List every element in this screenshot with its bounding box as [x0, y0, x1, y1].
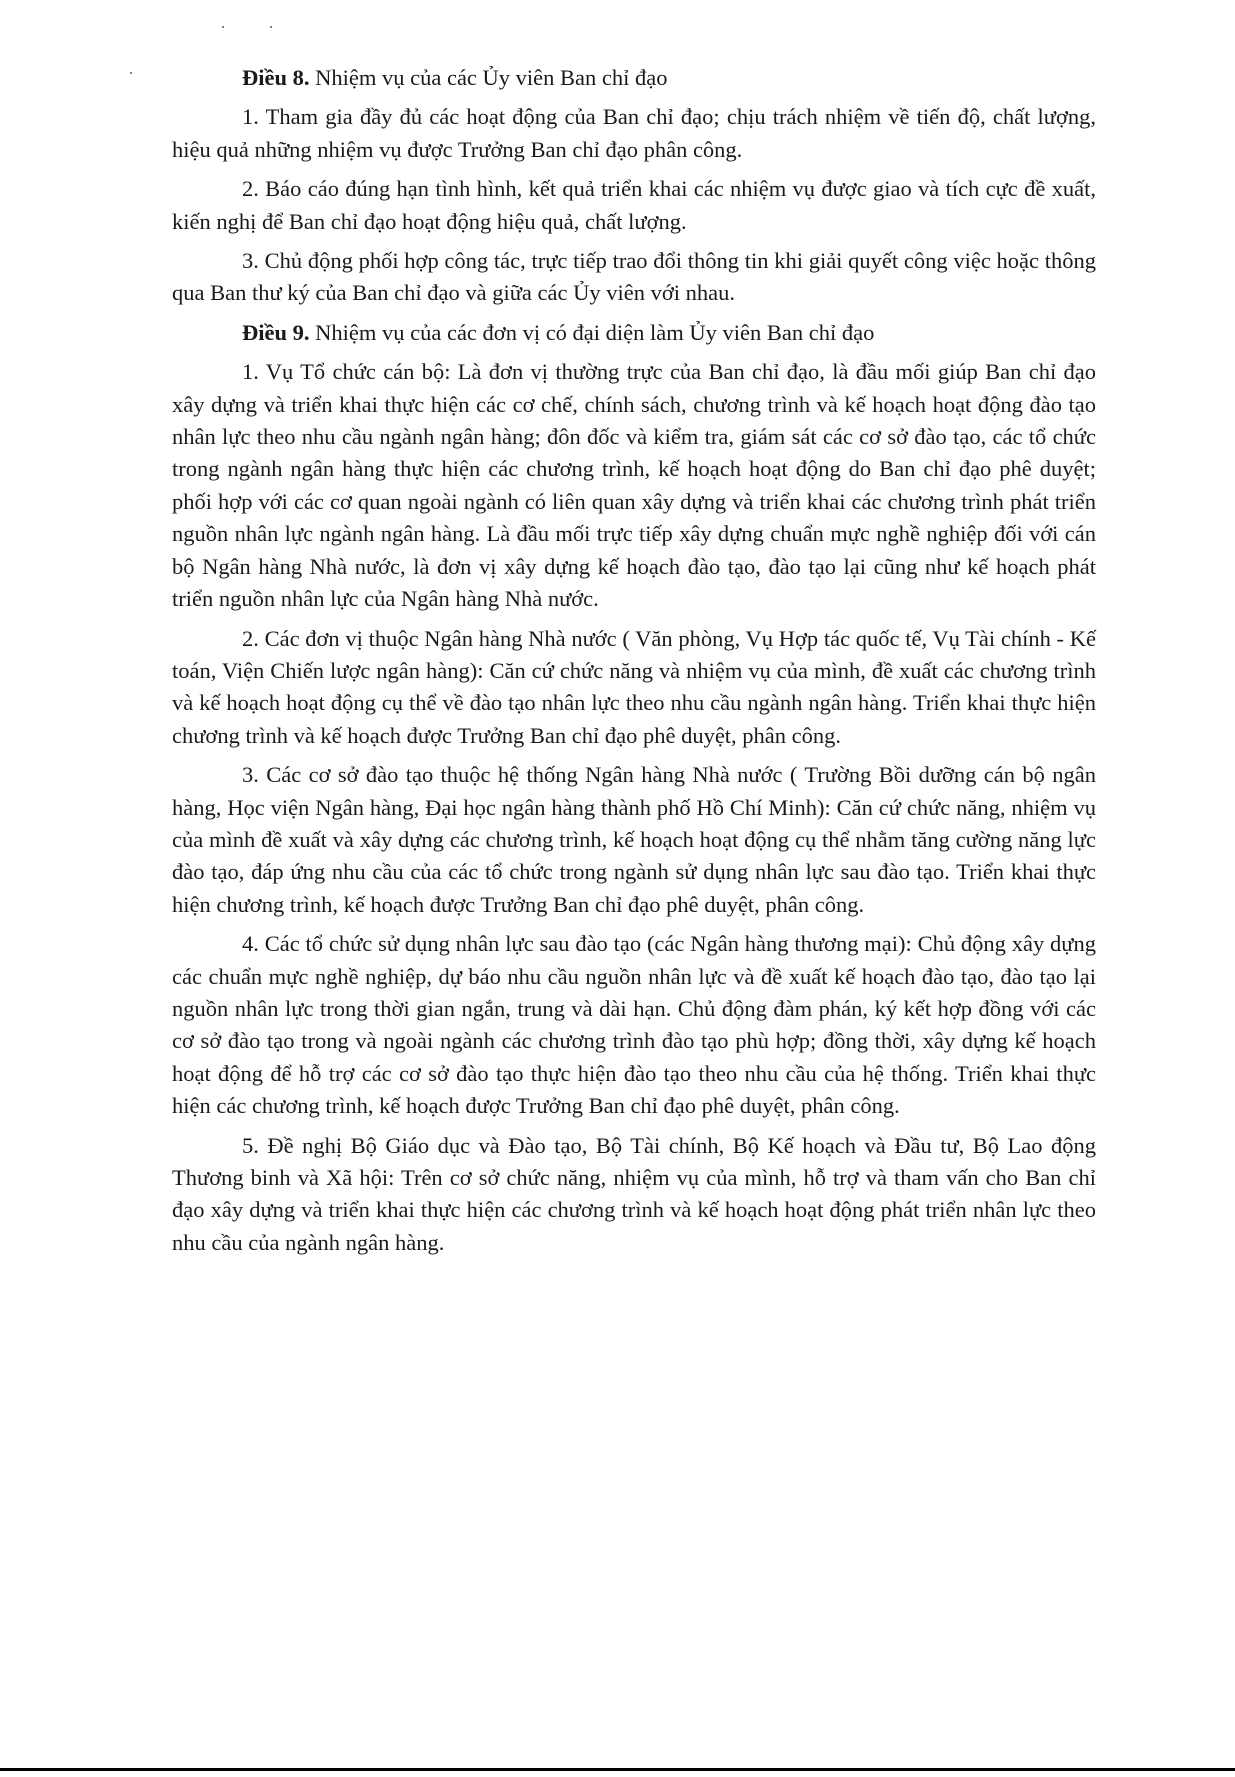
article-9-item-3: 3. Các cơ sở đào tạo thuộc hệ thống Ngân hàng Nhà nước ( Trường Bồi dưỡng cán bộ ngân hàng, Học viện Ngân hàng, Đại học ngân hàng thành phố Hồ Chí Minh): Căn cứ chức năng, nhiệm vụ của mình đề xuất và xây dựng các chương trình, kế hoạch hoạt động cụ thể nhằm tăng cường năng lực đào tạo, đáp ứng nhu cầu của các tổ chức trong ngành sử dụng nhân lực sau đào tạo. Triển khai thực hiện chương trình, kế hoạch được Trưởng Ban chỉ đạo phê duyệt, phân công. — [172, 762, 1096, 917]
article-9-item-4: 4. Các tổ chức sử dụng nhân lực sau đào tạo (các Ngân hàng thương mại): Chủ động xây dựng các chuẩn mực nghề nghiệp, dự báo nhu cầu nguồn nhân lực và đề xuất kế hoạch đào tạo, đào tạo lại nguồn nhân lực trong thời gian ngắn, trung và dài hạn. Chủ động đàm phán, ký kết hợp đồng với các cơ sở đào tạo trong và ngoài ngành các chương trình đào tạo phù hợp; đồng thời, xây dựng kế hoạch hoạt động để hỗ trợ các cơ sở đào tạo thực hiện đào tạo theo nhu cầu của hệ thống. Triển khai thực hiện các chương trình, kế hoạch được Trưởng Ban chỉ đạo phê duyệt, phân công. — [172, 931, 1096, 1119]
page-bottom-rule — [0, 1768, 1235, 1771]
scan-speck — [270, 26, 272, 28]
article-9-title: Nhiệm vụ của các đơn vị có đại diện làm Ủy viên Ban chỉ đạo — [309, 319, 875, 345]
document-page — [172, 62, 1096, 1266]
article-9-heading — [172, 317, 1096, 349]
article-9-item-2: 2. Các đơn vị thuộc Ngân hàng Nhà nước ( Văn phòng, Vụ Hợp tác quốc tế, Vụ Tài chính - Kế toán, Viện Chiến lược ngân hàng): Căn cứ chức năng và nhiệm vụ của mình, đề xuất các chương trình và kế hoạch hoạt động cụ thể về đào tạo nhân lực theo nhu cầu ngành ngân hàng. Triển khai thực hiện chương trình và kế hoạch được Trưởng Ban chỉ đạo phê duyệt, phân công. — [172, 625, 1096, 748]
article-8-item-1: 1. Tham gia đầy đủ các hoạt động của Ban chỉ đạo; chịu trách nhiệm về tiến độ, chất lượng, hiệu quả những nhiệm vụ được Trưởng Ban chỉ đạo phân công. — [172, 104, 1096, 162]
article-9-item-5: 5. Đề nghị Bộ Giáo dục và Đào tạo, Bộ Tài chính, Bộ Kế hoạch và Đầu tư, Bộ Lao động Thương binh và Xã hội: Trên cơ sở chức năng, nhiệm vụ của mình, hỗ trợ và tham vấn cho Ban chỉ đạo xây dựng và triển khai thực hiện các chương trình và kế hoạch hoạt động phát triển nhân lực theo nhu cầu của ngành ngân hàng. — [172, 1132, 1096, 1255]
article-8-title: Nhiệm vụ của các Ủy viên Ban chỉ đạo — [309, 65, 668, 90]
article-9-item-1: 1. Vụ Tổ chức cán bộ: Là đơn vị thường trực của Ban chỉ đạo, là đầu mối giúp Ban chỉ đạo xây dựng và triển khai thực hiện các cơ chế, chính sách, chương trình và kế hoạch hoạt động đào tạo nhân lực theo nhu cầu ngành ngân hàng; đôn đốc và kiểm tra, giám sát các cơ sở đào tạo, các tổ chức trong ngành ngân hàng thực hiện các chương trình, kế hoạch hoạt động do Ban chỉ đạo phê duyệt; phối hợp với các cơ quan ngoài ngành có liên quan xây dựng và triển khai các chương trình phát triển nguồn nhân lực ngành ngân hàng. Là đầu mối trực tiếp xây dựng chuẩn mực nghề nghiệp đối với cán bộ Ngân hàng Nhà nước, là đơn vị xây dựng kế hoạch đào tạo, đào tạo lại cũng như kế hoạch phát triển nguồn nhân lực của Ngân hàng Nhà nước. — [172, 359, 1096, 612]
article-9-label: Điều 9. — [242, 319, 310, 345]
article-8-item-3: 3. Chủ động phối hợp công tác, trực tiếp trao đổi thông tin khi giải quyết công việc hoặc thông qua Ban thư ký của Ban chỉ đạo và giữa các Ủy viên với nhau. — [172, 248, 1096, 306]
article-8-heading — [172, 62, 1096, 94]
scan-speck — [222, 26, 224, 28]
article-8-item-2: 2. Báo cáo đúng hạn tình hình, kết quả triển khai các nhiệm vụ được giao và tích cực đề xuất, kiến nghị để Ban chỉ đạo hoạt động hiệu quả, chất lượng. — [172, 176, 1096, 234]
article-8-label: Điều 8. — [242, 65, 310, 90]
scan-speck — [130, 72, 132, 74]
